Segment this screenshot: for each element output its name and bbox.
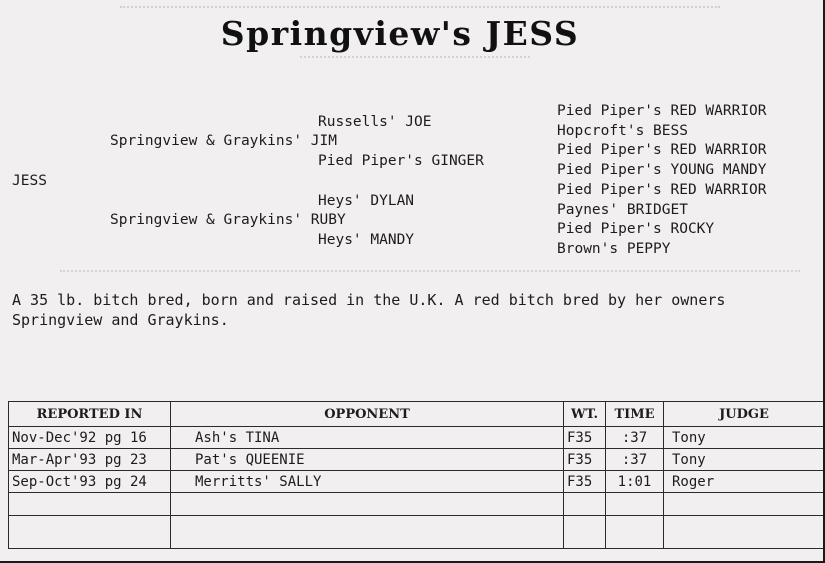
cell-reported-in: Nov-Dec'92 pg 16 [9, 427, 171, 449]
table-row [9, 427, 824, 449]
cell-weight [564, 516, 606, 549]
cell-time [606, 516, 664, 549]
pedigree-gg-7: Pied Piper's ROCKY [557, 221, 715, 237]
pedigree-dam-dam: Heys' MANDY [318, 232, 415, 248]
cell-opponent [171, 516, 564, 549]
table-row [9, 449, 824, 471]
cell-time [606, 493, 664, 516]
header-weight: WT. [564, 402, 606, 427]
cell-judge: Tony [664, 449, 824, 471]
pedigree-dam-sire: Heys' DYLAN [318, 193, 415, 209]
pedigree-sire-sire: Russells' JOE [318, 114, 432, 130]
cell-judge [664, 516, 824, 549]
cell-weight: F35 [564, 471, 606, 493]
cell-opponent: Pat's QUEENIE [171, 449, 564, 471]
table-row [9, 493, 824, 516]
dog-description: A 35 lb. bitch bred, born and raised in the U.K. A red bitch bred by her owners Springview and Graykins. [12, 291, 726, 329]
cell-time: :37 [606, 449, 664, 471]
pedigree-gg-1: Pied Piper's RED WARRIOR [557, 103, 767, 119]
pedigree-subject: JESS [12, 173, 47, 189]
cell-opponent [171, 493, 564, 516]
cell-time: :37 [606, 427, 664, 449]
header-judge: JUDGE [664, 402, 824, 427]
pedigree-gg-4: Pied Piper's YOUNG MANDY [557, 162, 767, 178]
cell-opponent: Merritts' SALLY [171, 471, 564, 493]
cell-reported-in [9, 493, 171, 516]
cell-judge: Tony [664, 427, 824, 449]
cell-judge: Roger [664, 471, 824, 493]
table-row [9, 471, 824, 493]
pedigree-gg-6: Paynes' BRIDGET [557, 202, 688, 218]
cell-time: 1:01 [606, 471, 664, 493]
page-title: Springview's JESS [220, 14, 580, 53]
header-time: TIME [606, 402, 664, 427]
table-row [9, 516, 824, 549]
cell-reported-in [9, 516, 171, 549]
cell-opponent: Ash's TINA [171, 427, 564, 449]
header-reported-in: REPORTED IN [9, 402, 171, 427]
pedigree-dam: Springview & Graykins' RUBY [110, 212, 346, 228]
pedigree-gg-8: Brown's PEPPY [557, 241, 671, 257]
match-record-table [8, 401, 823, 549]
cell-reported-in: Sep-Oct'93 pg 24 [9, 471, 171, 493]
table-header-row [9, 402, 824, 427]
pedigree-gg-2: Hopcroft's BESS [557, 123, 688, 139]
bleed-through-marks-2 [300, 56, 530, 64]
bleed-through-marks-3 [60, 270, 800, 278]
cell-weight: F35 [564, 449, 606, 471]
pedigree-gg-3: Pied Piper's RED WARRIOR [557, 142, 767, 158]
pedigree-gg-5: Pied Piper's RED WARRIOR [557, 182, 767, 198]
header-opponent: OPPONENT [171, 402, 564, 427]
cell-weight: F35 [564, 427, 606, 449]
cell-reported-in: Mar-Apr'93 pg 23 [9, 449, 171, 471]
cell-weight [564, 493, 606, 516]
pedigree-sire-dam: Pied Piper's GINGER [318, 153, 484, 169]
cell-judge [664, 493, 824, 516]
pedigree-sire: Springview & Graykins' JIM [110, 133, 337, 149]
